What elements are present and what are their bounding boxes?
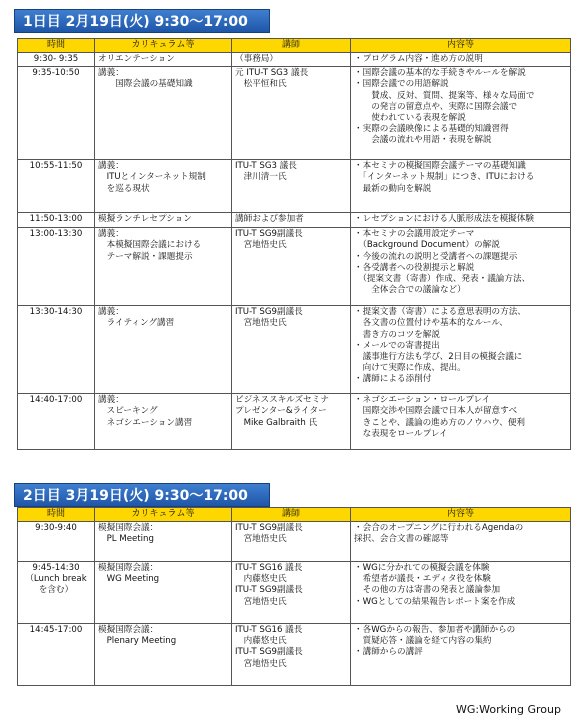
table-row <box>18 53 571 67</box>
curriculum-cell: 講義： ライティング講習 <box>95 306 232 394</box>
curriculum-cell: 講義： ITUとインターネット規制 を巡る現状 <box>95 160 232 213</box>
table-row <box>18 394 571 450</box>
content-cell: ・本セミナの模擬国際会議テーマの基礎知識 「インターネット規制」につき、ITUにおける 最新の動向を解説 <box>351 160 571 213</box>
table-header-row <box>18 508 571 522</box>
table-header-row <box>18 39 571 53</box>
header-content: 内容等 <box>351 39 571 53</box>
curriculum-cell: 模擬国際会議： Plenary Meeting <box>95 624 232 686</box>
time-cell: 13:00-13:30 <box>18 228 95 306</box>
header-time: 時間 <box>18 508 95 522</box>
curriculum-cell: 模擬ランチレセプション <box>95 213 232 228</box>
table-row <box>18 160 571 213</box>
time-cell: 10:55-11:50 <box>18 160 95 213</box>
header-lecturer: 講師 <box>232 39 351 53</box>
footer-note: WG:Working Group <box>456 703 561 716</box>
table-row <box>18 562 571 624</box>
time-cell: 9:30- 9:35 <box>18 53 95 67</box>
time-cell: 13:30-14:30 <box>18 306 95 394</box>
table-row <box>18 624 571 686</box>
time-cell: 9:45-14:30 （Lunch break を含む） <box>18 562 95 624</box>
content-cell: ・WGに分かれての模擬会議を体験 希望者が議長・エディタ役を体験 その他の方は寄書の発表と議論参加 ・WGとしての結果報告レポート案を作成 <box>351 562 571 624</box>
content-cell: ・レセプションにおける人脈形成法を模擬体験 <box>351 213 571 228</box>
lecturer-cell: ITU-T SG3 議長 津川清一氏 <box>232 160 351 213</box>
curriculum-cell: 講義： 本模擬国際会議における テーマ解説・課題提示 <box>95 228 232 306</box>
content-cell: ・提案文書（寄書）による意思表明の方法、 各文書の位置付けや基本的なルール、 書き方のコツを解説 ・メールでの寄書提出 議事進行方法も学び、2日目の模擬会議に 向けて実際に作成、提出。 ・講師による添削付 <box>351 306 571 394</box>
time-cell: 14:45-17:00 <box>18 624 95 686</box>
lecturer-cell: ITU-T SG9副議長 宮地悟史氏 <box>232 228 351 306</box>
lecturer-cell: ITU-T SG9副議長 宮地悟史氏 <box>232 522 351 562</box>
content-cell: ・会合のオープニングに行われるAgendaの 採択、会合文書の確認等 <box>351 522 571 562</box>
table-row <box>18 228 571 306</box>
header-curriculum: カリキュラム等 <box>95 508 232 522</box>
time-cell: 11:50-13:00 <box>18 213 95 228</box>
lecturer-cell: ビジネススキルズセミナ プレゼンター&ライター Mike Galbraith 氏 <box>232 394 351 450</box>
curriculum-cell: 講義： スピーキング ネゴシエーション講習 <box>95 394 232 450</box>
day2-banner: 2日目 3月19日(火) 9:30〜17:00 <box>14 483 270 507</box>
table-row <box>18 522 571 562</box>
day1-banner: 1日目 2月19日(火) 9:30〜17:00 <box>14 9 270 33</box>
header-curriculum: カリキュラム等 <box>95 39 232 53</box>
header-lecturer: 講師 <box>232 508 351 522</box>
time-cell: 14:40-17:00 <box>18 394 95 450</box>
time-cell: 9:35-10:50 <box>18 67 95 160</box>
day2-schedule-table <box>17 507 571 686</box>
lecturer-cell: （事務局） <box>232 53 351 67</box>
curriculum-cell: 模擬国際会議： WG Meeting <box>95 562 232 624</box>
table-row <box>18 306 571 394</box>
lecturer-cell: 講師および参加者 <box>232 213 351 228</box>
content-cell: ・各WGからの報告、参加者や講師からの 質疑応答・議論を経て内容の集約 ・講師からの講評 <box>351 624 571 686</box>
content-cell: ・本セミナの会議用設定テーマ （Background Document）の解説 ・今後の流れの説明と受講者への課題提示 ・各受講者への役割提示と解説 （提案文書（寄書）作成、発表・議論方法、 全体会合での議論など） <box>351 228 571 306</box>
curriculum-cell: 講義： 国際会議の基礎知識 <box>95 67 232 160</box>
lecturer-cell: ITU-T SG9副議長 宮地悟史氏 <box>232 306 351 394</box>
content-cell: ・国際会議の基本的な手続きやルールを解説 ・国際会議での用語解説 賛成、反対、質問、提案等、様々な局面で の発言の留意点や、実際に国際会議で 使われている表現を解説 ・実際の会議映像による基礎的知識習得 会議の流れや用語・表現を解説 <box>351 67 571 160</box>
curriculum-cell: オリエンテーション <box>95 53 232 67</box>
table-row <box>18 213 571 228</box>
curriculum-cell: 模擬国際会議： PL Meeting <box>95 522 232 562</box>
lecturer-cell: ITU-T SG16 議長 内藤悠史氏 ITU-T SG9副議長 宮地悟史氏 <box>232 624 351 686</box>
content-cell: ・ネゴシエーション・ロールプレイ 国際交渉や国際会議で日本人が留意すべ きことや、議論の進め方のノウハウ、便利 な表現をロールプレイ <box>351 394 571 450</box>
content-cell: ・プログラム内容・進め方の説明 <box>351 53 571 67</box>
day1-schedule-table <box>17 38 571 450</box>
time-cell: 9:30-9:40 <box>18 522 95 562</box>
header-content: 内容等 <box>351 508 571 522</box>
header-time: 時間 <box>18 39 95 53</box>
lecturer-cell: ITU-T SG16 議長 内藤悠史氏 ITU-T SG9副議長 宮地悟史氏 <box>232 562 351 624</box>
table-row <box>18 67 571 160</box>
lecturer-cell: 元 ITU-T SG3 議長 松平恒和氏 <box>232 67 351 160</box>
